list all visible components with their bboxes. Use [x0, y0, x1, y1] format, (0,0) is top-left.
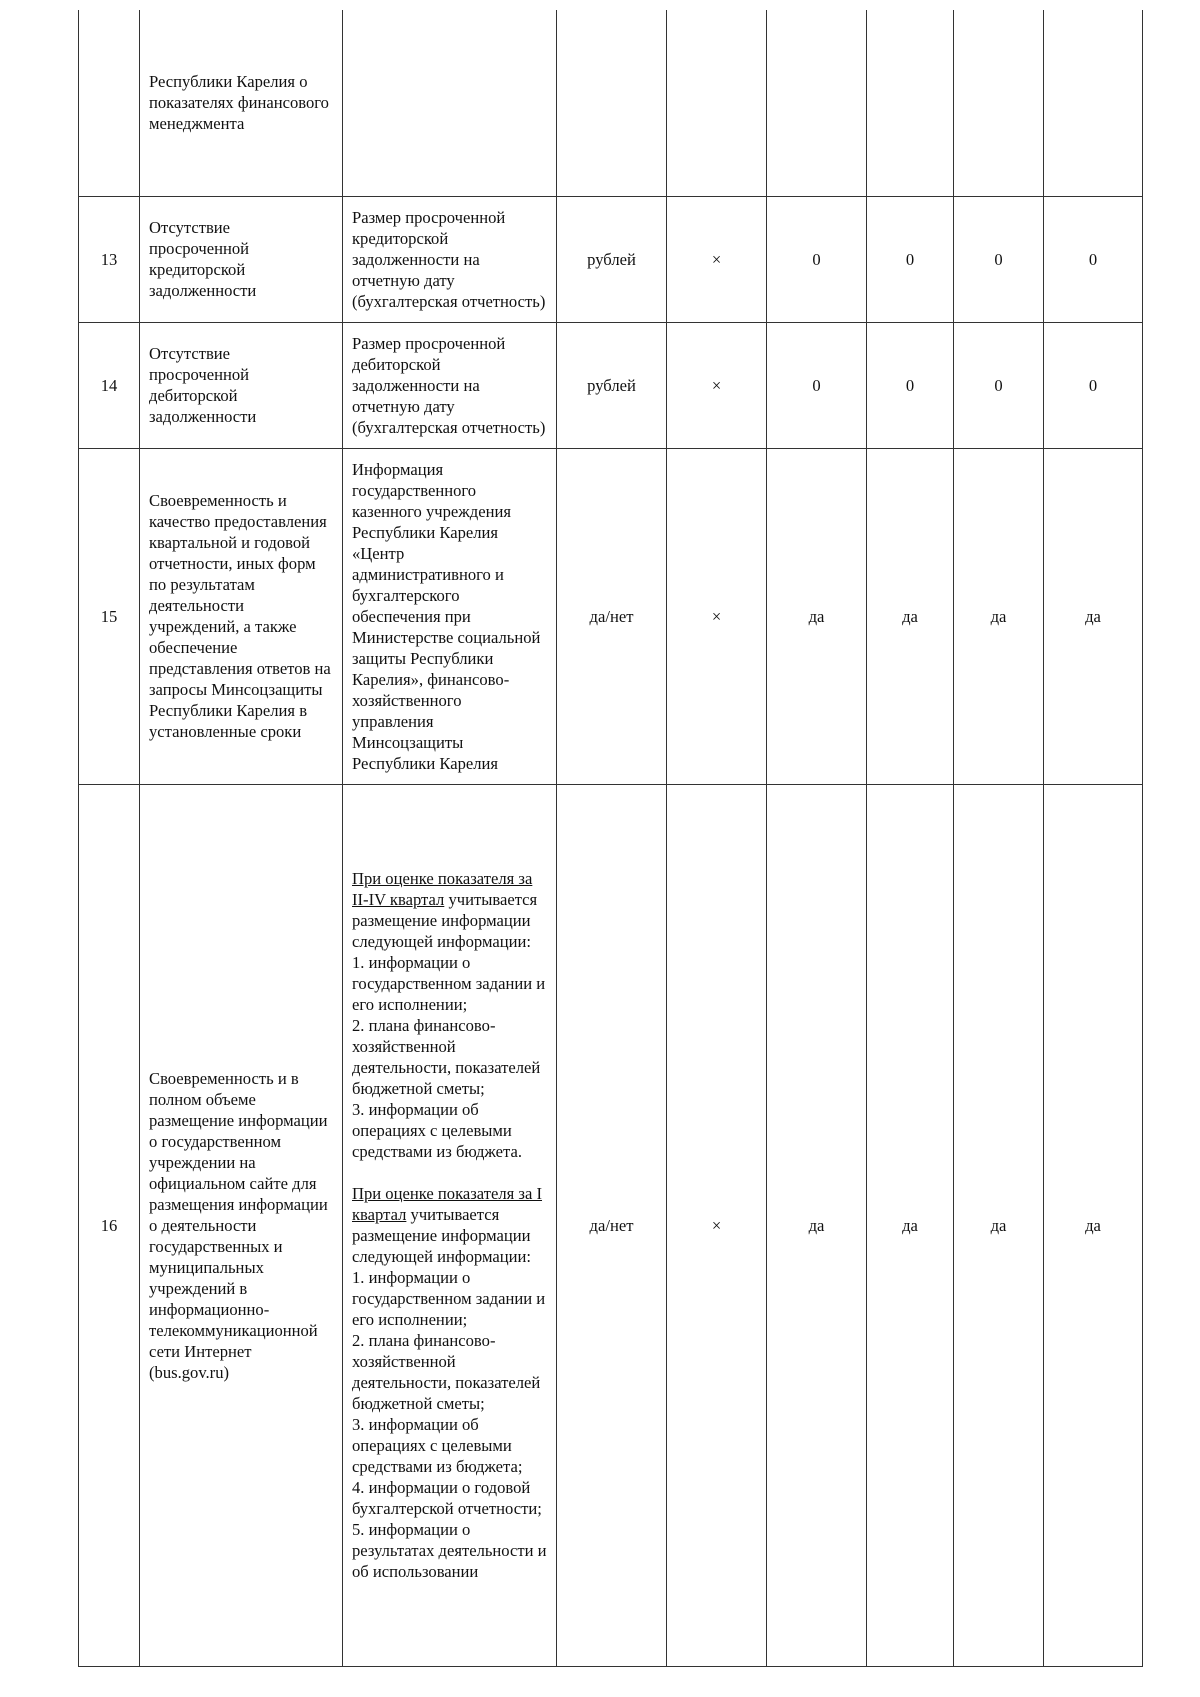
row-number: 14: [79, 322, 140, 448]
value-cell-2: [867, 10, 954, 196]
indicators-table: [78, 10, 1143, 1667]
unit-cell: рублей: [557, 196, 667, 322]
value-cell-4: да: [1044, 448, 1143, 784]
indicator-name: Отсутствие просроченной кредиторской задолженности: [140, 196, 343, 322]
value-cell-2: 0: [867, 322, 954, 448]
source-text: 2. плана финансово-хозяйственной деятельности, показателей бюджетной сметы;: [352, 1331, 541, 1413]
multiplier-cell: ×: [667, 784, 767, 1666]
underlined-source-text: При оценке показателя за II-IV квартал: [352, 869, 533, 909]
value-cell-3: да: [954, 448, 1044, 784]
value-cell-1: 0: [767, 196, 867, 322]
indicator-name: Своевременность и качество предоставления квартальной и годовой отчетности, иных форм по результатам деятельности учреждений, а также обеспечение представления ответов на запросы Минсоцзащиты Республики Карелия в установленные сроки: [140, 448, 343, 784]
unit-cell: да/нет: [557, 784, 667, 1666]
value-cell-1: 0: [767, 322, 867, 448]
indicator-name: Своевременность и в полном объеме размещение информации о государственном учреждении на официальном сайте для размещения информации о деятельности государственных и муниципальных учреждений в информационно-телекоммуникационной сети Интернет (bus.gov.ru): [140, 784, 343, 1666]
table-row: [79, 196, 1143, 322]
unit-cell: [557, 10, 667, 196]
source-text: 1. информации о государственном задании и его исполнении;: [352, 953, 546, 1014]
table-row: [79, 784, 1143, 1666]
table-row: [79, 448, 1143, 784]
source-text: 3. информации об операциях с целевыми средствами из бюджета.: [352, 1100, 522, 1161]
source-text: учитывается размещение информации следующей информации:: [352, 890, 538, 951]
source-description: [343, 196, 557, 322]
unit-cell: да/нет: [557, 448, 667, 784]
multiplier-cell: ×: [667, 196, 767, 322]
table-row: [79, 10, 1143, 196]
value-cell-1: [767, 10, 867, 196]
row-number: [79, 10, 140, 196]
source-description: [343, 784, 557, 1666]
value-cell-2: да: [867, 784, 954, 1666]
source-description: [343, 322, 557, 448]
value-cell-3: 0: [954, 196, 1044, 322]
value-cell-2: да: [867, 448, 954, 784]
indicator-name: Отсутствие просроченной дебиторской задолженности: [140, 322, 343, 448]
indicator-name: Республики Карелия о показателях финансового менеджмента: [140, 10, 343, 196]
source-text: 1. информации о государственном задании и его исполнении;: [352, 1268, 546, 1329]
source-text: учитывается размещение информации следующей информации:: [352, 1205, 531, 1266]
multiplier-cell: ×: [667, 322, 767, 448]
table-row: [79, 322, 1143, 448]
source-text: Размер просроченной дебиторской задолженности на отчетную дату (бухгалтерская отчетность): [352, 333, 546, 437]
source-text: Информация государственного казенного учреждения Республики Карелия «Центр административного и бухгалтерского обеспечения при Министерстве социальной защиты Республики Карелия», финансово-хозяйственного управления Минсоцзащиты Республики Карелия: [352, 459, 541, 773]
value-cell-4: да: [1044, 784, 1143, 1666]
value-cell-3: [954, 10, 1044, 196]
multiplier-cell: ×: [667, 448, 767, 784]
source-description: [343, 448, 557, 784]
value-cell-2: 0: [867, 196, 954, 322]
value-cell-4: [1044, 10, 1143, 196]
row-number: 15: [79, 448, 140, 784]
source-text: 4. информации о годовой бухгалтерской отчетности;: [352, 1478, 542, 1518]
row-number: 16: [79, 784, 140, 1666]
row-number: 13: [79, 196, 140, 322]
unit-cell: рублей: [557, 322, 667, 448]
source-text: 5. информации о результатах деятельности и об использовании: [352, 1520, 547, 1581]
underlined-source-text: При оценке показателя за I квартал: [352, 1184, 543, 1224]
value-cell-3: да: [954, 784, 1044, 1666]
source-text: 3. информации об операциях с целевыми средствами из бюджета;: [352, 1415, 523, 1476]
value-cell-1: да: [767, 448, 867, 784]
source-text: 2. плана финансово-хозяйственной деятельности, показателей бюджетной сметы;: [352, 1016, 541, 1098]
source-description: [343, 10, 557, 196]
value-cell-4: 0: [1044, 322, 1143, 448]
value-cell-4: 0: [1044, 196, 1143, 322]
multiplier-cell: [667, 10, 767, 196]
value-cell-3: 0: [954, 322, 1044, 448]
source-text: Размер просроченной кредиторской задолженности на отчетную дату (бухгалтерская отчетность): [352, 207, 546, 311]
value-cell-1: да: [767, 784, 867, 1666]
